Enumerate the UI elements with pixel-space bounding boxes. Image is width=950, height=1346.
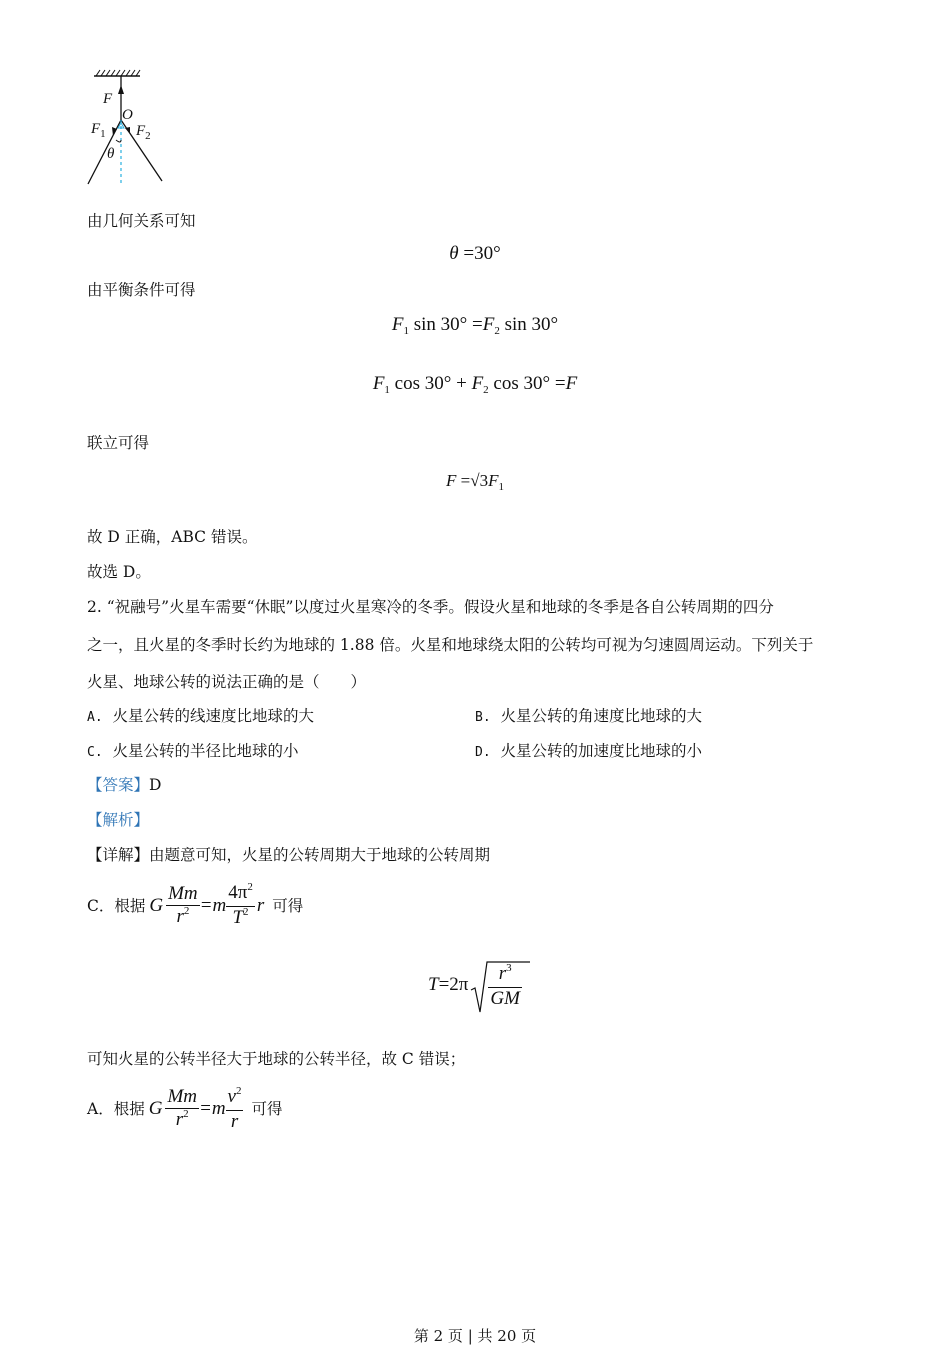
detail-text: 【详解】由题意可知，火星的公转周期大于地球的公转周期 bbox=[87, 846, 491, 864]
question-line-3: 火星、地球公转的说法正确的是（ ） bbox=[87, 673, 367, 691]
conclusion-1: 故 D 正确，ABC 错误。 bbox=[87, 528, 258, 546]
diagram-label-theta: θ bbox=[107, 146, 115, 162]
equation-1: $F_1$ $\sin 30^\circ =F_2$ sin 30° bbox=[391, 314, 559, 337]
theta-equation: θ =30° bbox=[449, 243, 501, 264]
geometry-text: 由几何关系可知 bbox=[87, 212, 196, 230]
c-conclusion: 可知火星的公转半径大于地球的公转半径，故 C 错误； bbox=[87, 1050, 466, 1068]
diagram-label-f2: $F_2$ bbox=[136, 123, 151, 142]
analysis-tag: 【解析】 bbox=[87, 811, 150, 829]
balance-text: 由平衡条件可得 bbox=[87, 281, 196, 299]
option-c: C. 火星公转的半径比地球的小 bbox=[87, 742, 299, 760]
combine-text: 联立可得 bbox=[87, 434, 150, 452]
diagram-label-f: F bbox=[103, 91, 113, 107]
gravity-equation-2: G $\frac{Mm}{r^2}$ =m $\frac{v^2}{r}$ bbox=[148, 1084, 242, 1132]
a-line: A．根据 G $\frac{Mm}{r^2}$ =m $\frac{v^2}{r}$ 可得 bbox=[87, 1084, 283, 1132]
question-line-1: 2. “祝融号”火星车需要“休眠”以度过火星寒冷的冬季。假设火星和地球的冬季是各自公转周期的四分 bbox=[87, 598, 774, 616]
page-footer: 第 2 页 | 共 20 页 bbox=[413, 1327, 537, 1345]
answer-line: 【答案】D bbox=[87, 776, 162, 794]
option-a: A. 火星公转的线速度比地球的大 bbox=[87, 707, 315, 725]
equation-2: $F_1$ $\cos 30^\circ + F_2$ cos 30° =F bbox=[372, 373, 578, 396]
equation-3: $F =√3F_1$ bbox=[446, 471, 504, 493]
conclusion-2: 故选 D。 bbox=[87, 563, 151, 581]
option-b: B. 火星公转的角速度比地球的大 bbox=[475, 707, 703, 725]
diagram-label-f1: $F_1$ bbox=[91, 121, 106, 140]
c-line: C．根据 G $\frac{Mm}{r^2}$ =m $\frac{4\pi^2}{T^2}$ r 可得 bbox=[87, 880, 303, 932]
period-equation: T =2π $\frac{r^3}{GM}$ bbox=[0, 960, 950, 1010]
question-line-2: 之一，且火星的冬季时长约为地球的 1.88 倍。火星和地球绕太阳的公转均可视为匀速圆周运动。下列关于 bbox=[87, 636, 814, 654]
gravity-equation-1: G $\frac{Mm}{r^2}$ =m $\frac{4\pi^2}{T^2}$ r bbox=[149, 882, 264, 931]
diagram-label-o: O bbox=[122, 107, 133, 123]
option-d: D. 火星公转的加速度比地球的小 bbox=[475, 742, 703, 760]
